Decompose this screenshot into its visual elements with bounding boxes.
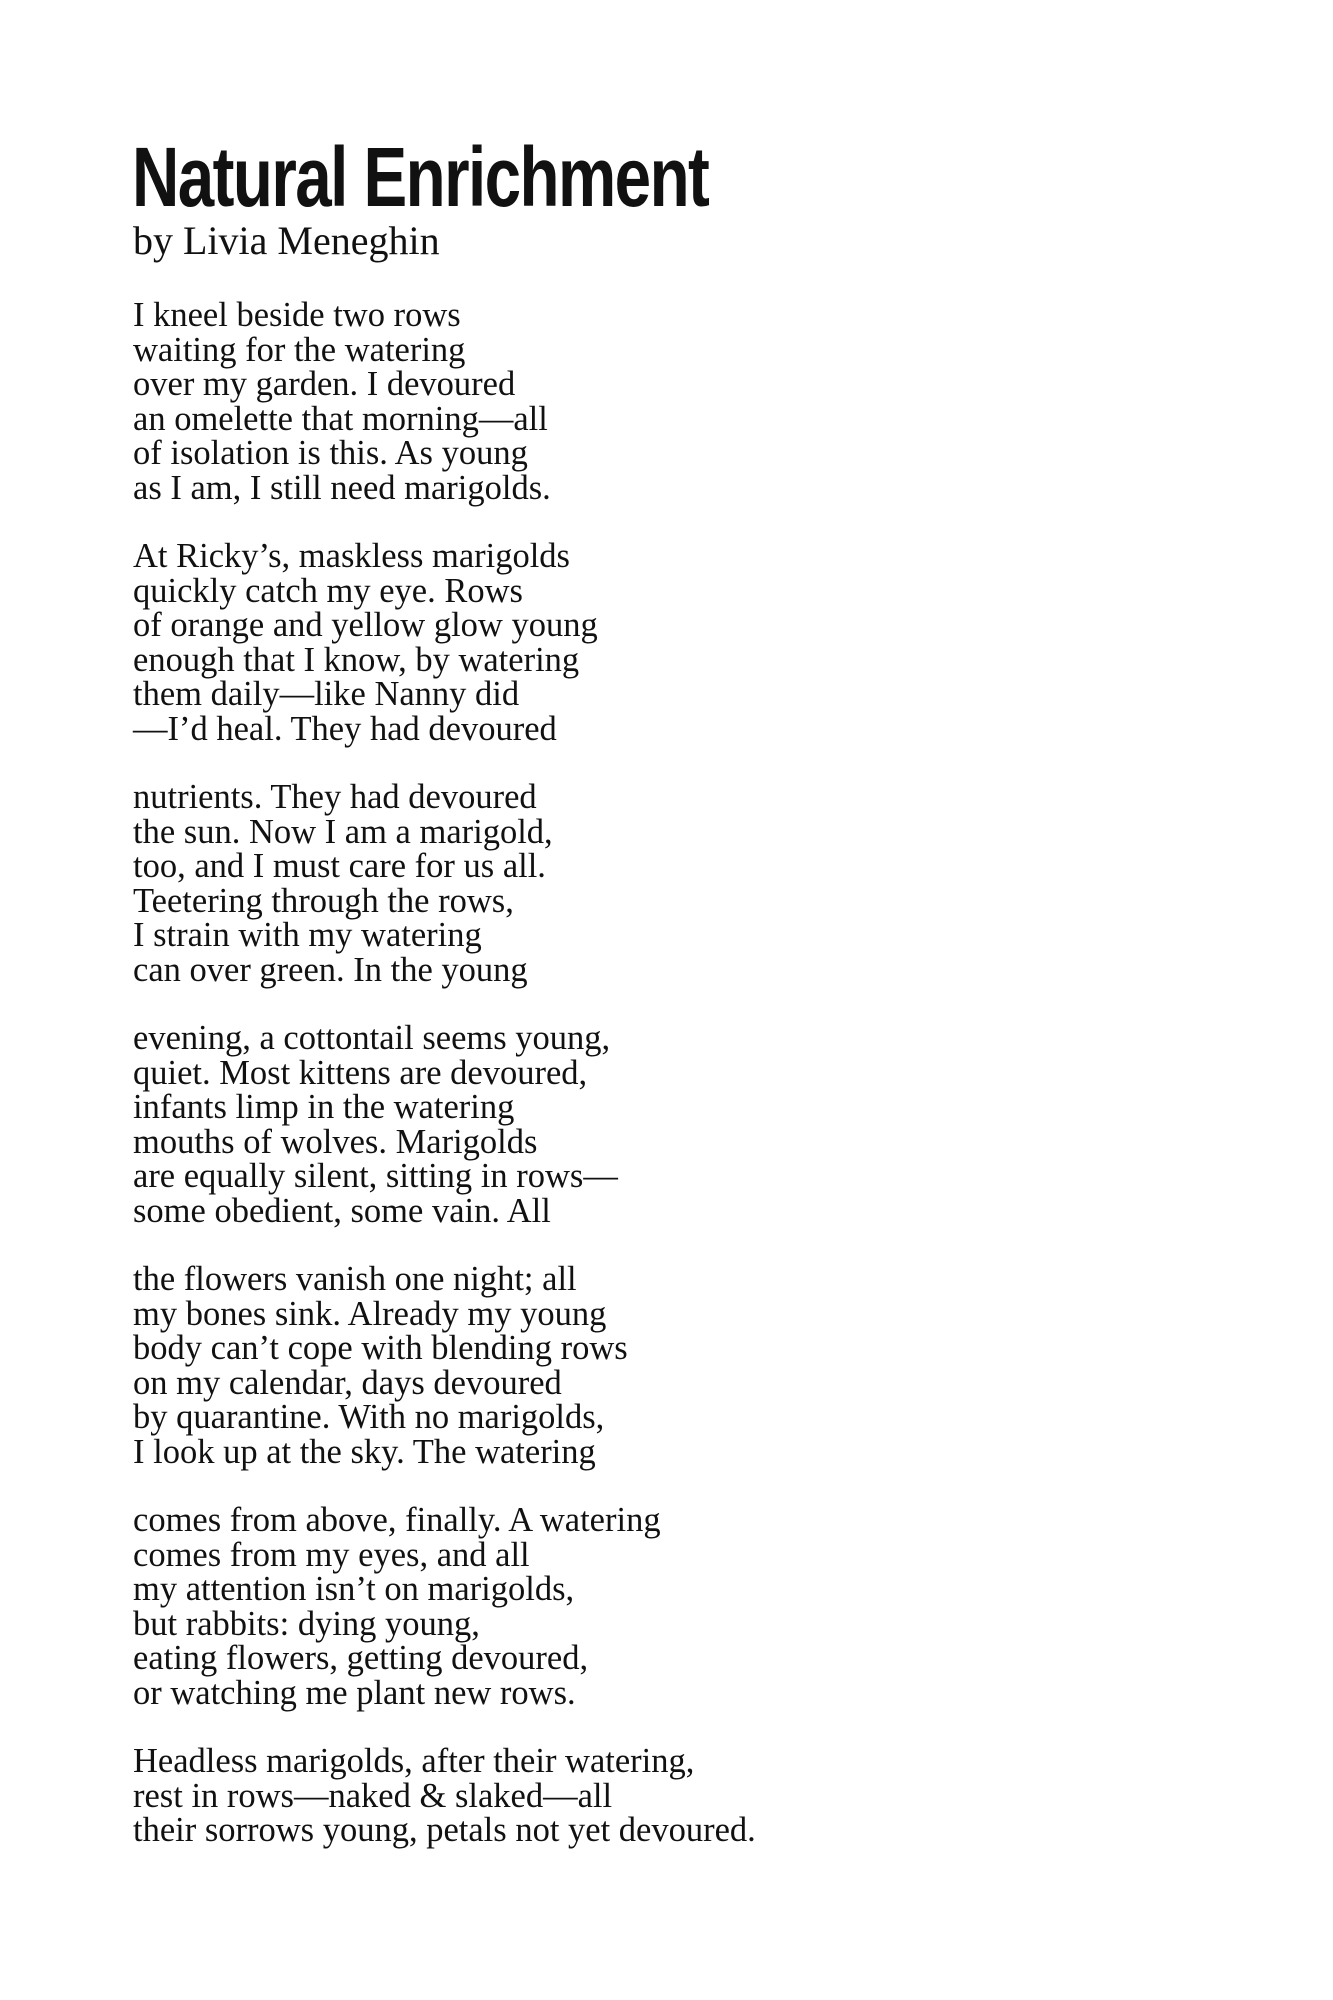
poem-line: over my garden. I devoured — [133, 365, 516, 403]
poem-line: can over green. In the young — [133, 950, 528, 989]
poem-body — [133, 298, 1283, 1848]
poem-line: as I am, I still need marigolds. — [133, 468, 551, 507]
poem-line: body can’t cope with blending rows — [133, 1329, 628, 1367]
poem-line: quickly catch my eye. Rows — [133, 571, 523, 610]
poem-line: my attention isn’t on marigolds, — [133, 1570, 575, 1608]
poem-line: eating flowers, getting devoured, — [133, 1639, 589, 1677]
poem-line: evening, a cottontail seems young, — [133, 1019, 611, 1057]
poem-line: on my calendar, days devoured — [133, 1363, 562, 1402]
stanza-4 — [133, 1021, 1283, 1228]
stanza-3 — [133, 780, 1283, 987]
poem-line: I strain with my watering — [133, 916, 482, 954]
poem-line: the sun. Now I am a marigold, — [133, 812, 553, 851]
poem-line: of orange and yellow glow young — [133, 606, 598, 644]
poem-line: nutrients. They had devoured — [133, 778, 537, 816]
poem-line: too, and I must care for us all. — [133, 847, 546, 885]
poem-line: comes from my eyes, and all — [133, 1535, 530, 1574]
poem-line: —I’d heal. They had devoured — [133, 709, 557, 748]
poem-line: by quarantine. With no marigolds, — [133, 1398, 605, 1436]
poem-line: them daily—like Nanny did — [133, 675, 520, 713]
poem-line: waiting for the watering — [133, 330, 466, 369]
stanza-6 — [133, 1503, 1283, 1710]
poem-line: I look up at the sky. The watering — [133, 1432, 596, 1471]
poem-line: I kneel beside two rows — [133, 296, 461, 334]
poem-line: the flowers vanish one night; all — [133, 1260, 577, 1298]
poem-line: enough that I know, by watering — [133, 640, 580, 679]
poem-line: quiet. Most kittens are devoured, — [133, 1053, 588, 1092]
stanza-1 — [133, 298, 1283, 505]
poem-line: Teetering through the rows, — [133, 881, 514, 920]
poem-line: At Ricky’s, maskless marigolds — [133, 537, 570, 575]
poem-line: an omelette that morning—all — [133, 399, 548, 438]
poem-line: but rabbits: dying young, — [133, 1604, 480, 1643]
poem-line: mouths of wolves. Marigolds — [133, 1122, 538, 1161]
poem-line: some obedient, some vain. All — [133, 1191, 551, 1230]
stanza-7-envoi — [133, 1744, 1283, 1848]
poem-line: rest in rows—naked & slaked—all — [133, 1776, 613, 1815]
poem-line: comes from above, finally. A watering — [133, 1501, 661, 1539]
poem-line: their sorrows young, petals not yet devoured. — [133, 1811, 756, 1849]
poem-line: Headless marigolds, after their watering, — [133, 1742, 695, 1780]
poem-line: of isolation is this. As young — [133, 434, 528, 472]
poem-line: are equally silent, sitting in rows— — [133, 1157, 618, 1195]
poem-byline: by Livia Meneghin — [133, 218, 440, 263]
stanza-2 — [133, 539, 1283, 746]
poem-title: Natural Enrichment — [132, 130, 709, 224]
poem-line: or watching me plant new rows. — [133, 1673, 576, 1712]
stanza-5 — [133, 1262, 1283, 1469]
poem-line: my bones sink. Already my young — [133, 1294, 607, 1333]
poem-line: infants limp in the watering — [133, 1088, 515, 1126]
